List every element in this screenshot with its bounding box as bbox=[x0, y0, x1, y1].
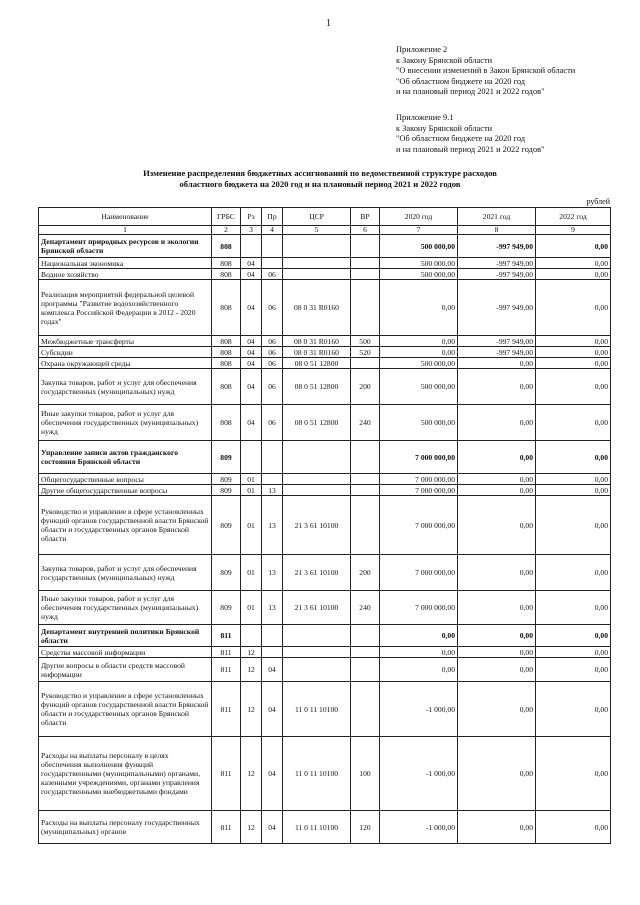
appendix-9-1-header bbox=[396, 113, 545, 155]
cell-2020: 500 000,00 bbox=[380, 369, 458, 405]
cell-pr bbox=[262, 625, 283, 647]
cell-2022: 0,00 bbox=[536, 625, 611, 647]
cell-name: Реализация мероприятий федеральной целевой программы "Развитие водохозяйственного комплекса Российской Федерации в 2012 - 2020 годах" bbox=[39, 280, 212, 336]
cell-2021: 0,00 bbox=[458, 591, 536, 625]
cell-name: Департамент внутренней политики Брянской области bbox=[39, 625, 212, 647]
cell-name: Иные закупки товаров, работ и услуг для обеспечения государственных (муниципальных) нужд bbox=[39, 405, 212, 441]
cell-name: Субсидии bbox=[39, 347, 212, 358]
cell-rz: 12 bbox=[241, 737, 262, 811]
index-cell: 2 bbox=[212, 226, 241, 235]
cell-csr bbox=[283, 441, 351, 474]
cell-csr: 08 0 51 12800 bbox=[283, 358, 351, 369]
cell-csr: 11 0 11 10100 bbox=[283, 682, 351, 737]
cell-csr bbox=[283, 235, 351, 258]
header-name: Наименование bbox=[39, 208, 212, 226]
cell-vr bbox=[351, 496, 380, 555]
table-row bbox=[39, 369, 611, 405]
cell-2021: 0,00 bbox=[458, 555, 536, 591]
cell-2021: -997 949,00 bbox=[458, 269, 536, 280]
cell-2021: 0,00 bbox=[458, 811, 536, 844]
table-row bbox=[39, 647, 611, 658]
cell-2021: -997 949,00 bbox=[458, 258, 536, 269]
cell-2020: 7 000 000,00 bbox=[380, 474, 458, 485]
cell-vr: 200 bbox=[351, 369, 380, 405]
title-line-2: областного бюджета на 2020 год и на плановый период 2021 и 2022 годов bbox=[179, 179, 461, 189]
cell-vr bbox=[351, 235, 380, 258]
cell-grbs: 811 bbox=[212, 682, 241, 737]
appendix-line: Приложение 9.1 bbox=[396, 113, 454, 122]
cell-name: Руководство и управление в сфере установленных функций органов государственной власти Брянской области и государственных органов Брянской области bbox=[39, 682, 212, 737]
table-row bbox=[39, 280, 611, 336]
cell-grbs: 808 bbox=[212, 235, 241, 258]
cell-2021: -997 949,00 bbox=[458, 235, 536, 258]
cell-vr bbox=[351, 485, 380, 496]
cell-csr bbox=[283, 269, 351, 280]
cell-grbs: 811 bbox=[212, 658, 241, 682]
table-row bbox=[39, 658, 611, 682]
cell-2022: 0,00 bbox=[536, 358, 611, 369]
index-cell: 5 bbox=[283, 226, 351, 235]
cell-pr: 13 bbox=[262, 555, 283, 591]
cell-grbs: 811 bbox=[212, 625, 241, 647]
cell-grbs: 808 bbox=[212, 405, 241, 441]
cell-2022: 0,00 bbox=[536, 485, 611, 496]
cell-grbs: 809 bbox=[212, 496, 241, 555]
cell-rz: 04 bbox=[241, 280, 262, 336]
cell-csr: 08 0 31 R0160 bbox=[283, 280, 351, 336]
cell-2020: 500 000,00 bbox=[380, 269, 458, 280]
appendix-line: Приложение 2 bbox=[396, 45, 448, 54]
cell-2020: -1 000,00 bbox=[380, 811, 458, 844]
table-row bbox=[39, 474, 611, 485]
cell-rz: 04 bbox=[241, 369, 262, 405]
cell-csr: 08 0 31 R0160 bbox=[283, 336, 351, 347]
cell-2021: 0,00 bbox=[458, 474, 536, 485]
cell-pr: 06 bbox=[262, 358, 283, 369]
cell-2020: 500 000,00 bbox=[380, 235, 458, 258]
cell-2021: 0,00 bbox=[458, 658, 536, 682]
cell-csr bbox=[283, 658, 351, 682]
table-row bbox=[39, 625, 611, 647]
cell-csr bbox=[283, 485, 351, 496]
cell-vr bbox=[351, 358, 380, 369]
cell-2020: 0,00 bbox=[380, 347, 458, 358]
cell-2022: 0,00 bbox=[536, 555, 611, 591]
table-row bbox=[39, 737, 611, 811]
cell-csr: 21 3 61 10100 bbox=[283, 591, 351, 625]
cell-vr: 240 bbox=[351, 405, 380, 441]
cell-grbs: 809 bbox=[212, 555, 241, 591]
cell-rz bbox=[241, 235, 262, 258]
cell-2020: 0,00 bbox=[380, 625, 458, 647]
cell-name: Управление записи актов гражданского состояния Брянской области bbox=[39, 441, 212, 474]
table-row bbox=[39, 235, 611, 258]
cell-grbs: 808 bbox=[212, 336, 241, 347]
cell-grbs: 809 bbox=[212, 591, 241, 625]
appendix-line: к Закону Брянской области bbox=[396, 123, 493, 133]
page-number: 1 bbox=[326, 18, 331, 29]
header-grbs: ГРБС bbox=[212, 208, 241, 226]
cell-2022: 0,00 bbox=[536, 405, 611, 441]
index-cell: 1 bbox=[39, 226, 212, 235]
cell-name: Расходы на выплаты персоналу в целях обеспечения выполнения функций государственными (муниципальными) органами, казенными учреждениями, органами управления государственными внебюджетными фондами bbox=[39, 737, 212, 811]
cell-pr: 06 bbox=[262, 405, 283, 441]
cell-rz: 04 bbox=[241, 405, 262, 441]
cell-2020: 0,00 bbox=[380, 280, 458, 336]
cell-2022: 0,00 bbox=[536, 647, 611, 658]
cell-2022: 0,00 bbox=[536, 369, 611, 405]
cell-csr: 11 0 11 10100 bbox=[283, 737, 351, 811]
header-rz: Рз bbox=[241, 208, 262, 226]
appendix-line: "Об областном бюджете на 2020 год bbox=[396, 134, 526, 144]
cell-vr bbox=[351, 441, 380, 474]
cell-pr: 04 bbox=[262, 811, 283, 844]
index-cell: 6 bbox=[351, 226, 380, 235]
cell-csr: 08 0 51 12800 bbox=[283, 405, 351, 441]
cell-rz: 01 bbox=[241, 485, 262, 496]
cell-name: Другие вопросы в области средств массовой информации bbox=[39, 658, 212, 682]
cell-2020: 0,00 bbox=[380, 647, 458, 658]
cell-grbs: 808 bbox=[212, 347, 241, 358]
cell-pr bbox=[262, 647, 283, 658]
cell-2020: 7 000 000,00 bbox=[380, 591, 458, 625]
cell-2021: 0,00 bbox=[458, 441, 536, 474]
table-row bbox=[39, 336, 611, 347]
cell-rz: 01 bbox=[241, 474, 262, 485]
cell-rz: 12 bbox=[241, 658, 262, 682]
cell-2020: 500 000,00 bbox=[380, 405, 458, 441]
cell-grbs: 808 bbox=[212, 369, 241, 405]
cell-2020: 7 000 000,00 bbox=[380, 485, 458, 496]
cell-vr bbox=[351, 682, 380, 737]
cell-grbs: 809 bbox=[212, 474, 241, 485]
cell-rz: 12 bbox=[241, 682, 262, 737]
table-row bbox=[39, 682, 611, 737]
cell-csr: 21 3 61 10100 bbox=[283, 496, 351, 555]
cell-rz: 12 bbox=[241, 811, 262, 844]
cell-vr: 200 bbox=[351, 555, 380, 591]
cell-grbs: 808 bbox=[212, 358, 241, 369]
cell-vr: 100 bbox=[351, 737, 380, 811]
cell-rz: 04 bbox=[241, 336, 262, 347]
cell-2022: 0,00 bbox=[536, 441, 611, 474]
cell-pr: 04 bbox=[262, 737, 283, 811]
cell-2020: -1 000,00 bbox=[380, 737, 458, 811]
cell-2020: 7 000 000,00 bbox=[380, 441, 458, 474]
table-row bbox=[39, 555, 611, 591]
document-title bbox=[40, 168, 600, 190]
cell-vr: 120 bbox=[351, 811, 380, 844]
table-header-row bbox=[39, 208, 611, 226]
cell-pr: 13 bbox=[262, 496, 283, 555]
header-2021: 2021 год bbox=[458, 208, 536, 226]
cell-pr: 13 bbox=[262, 485, 283, 496]
cell-name: Руководство и управление в сфере установленных функций органов государственной власти Брянской области и государственных органов Брянской области bbox=[39, 496, 212, 555]
index-cell: 7 bbox=[380, 226, 458, 235]
cell-rz bbox=[241, 441, 262, 474]
cell-2022: 0,00 bbox=[536, 496, 611, 555]
cell-2020: 0,00 bbox=[380, 336, 458, 347]
cell-grbs: 811 bbox=[212, 811, 241, 844]
cell-name: Межбюджетные трансферты bbox=[39, 336, 212, 347]
cell-2022: 0,00 bbox=[536, 658, 611, 682]
cell-csr bbox=[283, 258, 351, 269]
cell-2021: 0,00 bbox=[458, 737, 536, 811]
cell-vr bbox=[351, 625, 380, 647]
cell-vr bbox=[351, 269, 380, 280]
cell-name: Охрана окружающей среды bbox=[39, 358, 212, 369]
cell-csr bbox=[283, 647, 351, 658]
cell-grbs: 808 bbox=[212, 258, 241, 269]
table-row bbox=[39, 258, 611, 269]
header-csr: ЦСР bbox=[283, 208, 351, 226]
table-row bbox=[39, 591, 611, 625]
cell-2022: 0,00 bbox=[536, 811, 611, 844]
cell-2022: 0,00 bbox=[536, 258, 611, 269]
cell-2020: 500 000,00 bbox=[380, 258, 458, 269]
cell-csr: 08 0 51 12800 bbox=[283, 369, 351, 405]
cell-pr: 06 bbox=[262, 369, 283, 405]
cell-2022: 0,00 bbox=[536, 474, 611, 485]
table-row bbox=[39, 347, 611, 358]
cell-vr: 500 bbox=[351, 336, 380, 347]
cell-2021: -997 949,00 bbox=[458, 347, 536, 358]
cell-name: Закупка товаров, работ и услуг для обеспечения государственных (муниципальных) нужд bbox=[39, 369, 212, 405]
appendix-line: "Об областном бюджете на 2020 год bbox=[396, 76, 526, 86]
cell-csr: 11 0 11 10100 bbox=[283, 811, 351, 844]
cell-2022: 0,00 bbox=[536, 280, 611, 336]
cell-2020: -1 000,00 bbox=[380, 682, 458, 737]
cell-2022: 0,00 bbox=[536, 269, 611, 280]
cell-vr bbox=[351, 258, 380, 269]
cell-pr: 06 bbox=[262, 347, 283, 358]
cell-2021: 0,00 bbox=[458, 369, 536, 405]
cell-2021: 0,00 bbox=[458, 496, 536, 555]
table-row bbox=[39, 811, 611, 844]
cell-rz: 04 bbox=[241, 347, 262, 358]
cell-2021: 0,00 bbox=[458, 485, 536, 496]
index-cell: 3 bbox=[241, 226, 262, 235]
index-cell: 4 bbox=[262, 226, 283, 235]
cell-2021: -997 949,00 bbox=[458, 336, 536, 347]
cell-rz: 04 bbox=[241, 269, 262, 280]
cell-pr bbox=[262, 474, 283, 485]
budget-table bbox=[38, 207, 611, 844]
cell-2021: 0,00 bbox=[458, 647, 536, 658]
cell-2022: 0,00 bbox=[536, 336, 611, 347]
cell-grbs: 811 bbox=[212, 737, 241, 811]
cell-pr: 04 bbox=[262, 658, 283, 682]
header-2022: 2022 год bbox=[536, 208, 611, 226]
appendix-line: и на плановый период 2021 и 2022 годов" bbox=[396, 87, 545, 97]
cell-name: Департамент природных ресурсов и экологии Брянской области bbox=[39, 235, 212, 258]
cell-2022: 0,00 bbox=[536, 737, 611, 811]
cell-2022: 0,00 bbox=[536, 347, 611, 358]
cell-pr bbox=[262, 441, 283, 474]
title-line-1: Изменение распределения бюджетных ассигнований по ведомственной структуре расходов bbox=[143, 168, 497, 178]
cell-vr: 240 bbox=[351, 591, 380, 625]
table-row bbox=[39, 496, 611, 555]
cell-name: Расходы на выплаты персоналу государственных (муниципальных) органов bbox=[39, 811, 212, 844]
cell-rz: 04 bbox=[241, 358, 262, 369]
cell-2022: 0,00 bbox=[536, 591, 611, 625]
cell-rz: 01 bbox=[241, 555, 262, 591]
cell-rz: 01 bbox=[241, 496, 262, 555]
cell-vr bbox=[351, 474, 380, 485]
cell-rz: 04 bbox=[241, 258, 262, 269]
cell-pr: 06 bbox=[262, 280, 283, 336]
index-cell: 9 bbox=[536, 226, 611, 235]
table-row bbox=[39, 485, 611, 496]
cell-name: Другие общегосударственные вопросы bbox=[39, 485, 212, 496]
table-body bbox=[39, 235, 611, 844]
cell-grbs: 809 bbox=[212, 441, 241, 474]
header-vr: ВР bbox=[351, 208, 380, 226]
cell-grbs: 808 bbox=[212, 280, 241, 336]
index-cell: 8 bbox=[458, 226, 536, 235]
cell-2022: 0,00 bbox=[536, 235, 611, 258]
cell-csr: 08 0 31 R0160 bbox=[283, 347, 351, 358]
cell-2020: 0,00 bbox=[380, 658, 458, 682]
cell-2021: 0,00 bbox=[458, 358, 536, 369]
table-row bbox=[39, 441, 611, 474]
cell-2021: 0,00 bbox=[458, 682, 536, 737]
cell-pr: 04 bbox=[262, 682, 283, 737]
cell-name: Водное хозяйство bbox=[39, 269, 212, 280]
cell-rz: 01 bbox=[241, 591, 262, 625]
cell-2020: 7 000 000,00 bbox=[380, 496, 458, 555]
cell-2021: -997 949,00 bbox=[458, 280, 536, 336]
table-row bbox=[39, 269, 611, 280]
cell-grbs: 811 bbox=[212, 647, 241, 658]
cell-2021: 0,00 bbox=[458, 625, 536, 647]
cell-name: Закупка товаров, работ и услуг для обеспечения государственных (муниципальных) нужд bbox=[39, 555, 212, 591]
cell-csr bbox=[283, 474, 351, 485]
cell-csr bbox=[283, 625, 351, 647]
cell-name: Национальная экономика bbox=[39, 258, 212, 269]
cell-csr: 21 3 61 10100 bbox=[283, 555, 351, 591]
cell-2020: 500 000,00 bbox=[380, 358, 458, 369]
header-2020: 2020 год bbox=[380, 208, 458, 226]
header-pr: Пр bbox=[262, 208, 283, 226]
table-row bbox=[39, 358, 611, 369]
table-row bbox=[39, 405, 611, 441]
appendix-line: "О внесении изменений в Закон Брянской области bbox=[396, 66, 576, 76]
cell-vr bbox=[351, 647, 380, 658]
cell-name: Иные закупки товаров, работ и услуг для обеспечения государственных (муниципальных) нужд bbox=[39, 591, 212, 625]
cell-2022: 0,00 bbox=[536, 682, 611, 737]
cell-pr: 06 bbox=[262, 336, 283, 347]
cell-pr bbox=[262, 258, 283, 269]
appendix-line: к Закону Брянской области bbox=[396, 55, 493, 65]
cell-vr: 520 bbox=[351, 347, 380, 358]
cell-pr bbox=[262, 235, 283, 258]
appendix-line: и на плановый период 2021 и 2022 годов" bbox=[396, 144, 545, 154]
cell-pr: 13 bbox=[262, 591, 283, 625]
cell-rz: 12 bbox=[241, 647, 262, 658]
cell-vr bbox=[351, 280, 380, 336]
table-index-row bbox=[39, 226, 611, 235]
appendix-2-header bbox=[396, 45, 575, 98]
cell-2020: 7 000 000,00 bbox=[380, 555, 458, 591]
cell-name: Общегосударственные вопросы bbox=[39, 474, 212, 485]
cell-rz bbox=[241, 625, 262, 647]
cell-grbs: 808 bbox=[212, 269, 241, 280]
cell-vr bbox=[351, 658, 380, 682]
units-label: рублей bbox=[586, 197, 610, 206]
cell-pr: 06 bbox=[262, 269, 283, 280]
cell-name: Средства массовой информации bbox=[39, 647, 212, 658]
cell-grbs: 809 bbox=[212, 485, 241, 496]
cell-2021: 0,00 bbox=[458, 405, 536, 441]
